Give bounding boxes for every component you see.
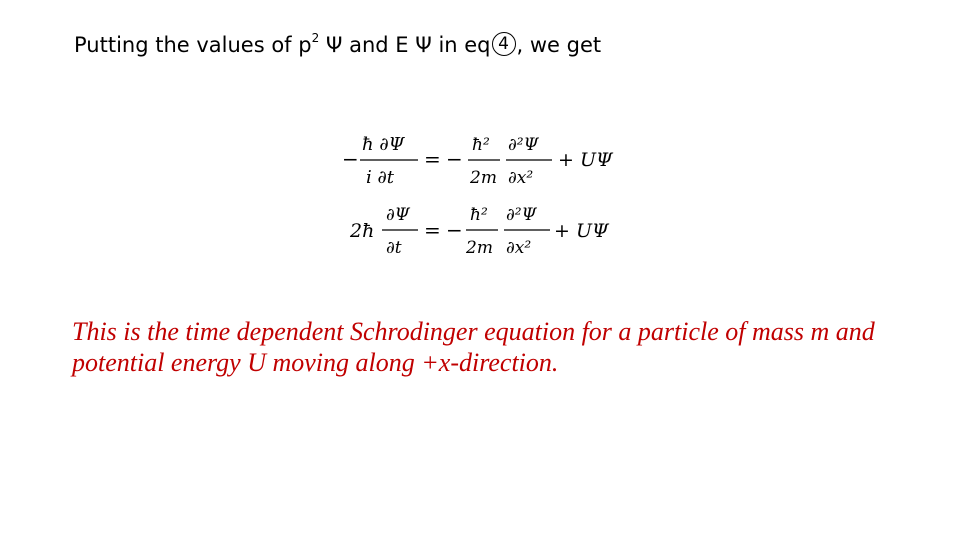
equation-2 — [349, 205, 610, 258]
eq2-rhs-numerator-a: ħ² — [470, 205, 488, 225]
eq1-leading-minus: − — [342, 147, 359, 171]
eq2-lhs-denominator: ∂t — [386, 238, 402, 258]
intro-text — [74, 33, 601, 58]
intro-superscript: 2 — [311, 31, 320, 45]
equation-1 — [342, 134, 614, 188]
intro-after: , we get — [516, 33, 602, 57]
eq2-rhs-minus: − — [446, 218, 463, 242]
eq1-rhs-denominator-b: ∂x² — [508, 168, 534, 188]
eq2-rhs-numerator-b: ∂²Ψ — [506, 205, 537, 225]
eq1-lhs-denominator: i ∂t — [366, 167, 395, 188]
eq1-rhs-numerator-a: ħ² — [472, 135, 490, 155]
eq2-lhs-coefficient: 2ħ — [350, 220, 375, 242]
eq2-rhs-denominator-b: ∂x² — [506, 238, 532, 258]
eq2-lhs-numerator: ∂Ψ — [386, 205, 410, 225]
conclusion-statement: This is the time dependent Schrodinger equation for a particle of mass m and potential energy U moving along +x-direction. — [72, 317, 875, 377]
eq2-tail: + UΨ — [554, 220, 609, 242]
eq2-equals: = — [424, 218, 441, 242]
intro-before: Putting the values of p — [74, 33, 312, 57]
eq1-tail: + UΨ — [558, 149, 613, 171]
eq1-lhs-numerator: ħ ∂Ψ — [362, 134, 405, 155]
intro-middle: Ψ and E Ψ in eq — [319, 33, 491, 57]
equations-block — [340, 128, 630, 263]
eq1-rhs-numerator-b: ∂²Ψ — [508, 135, 539, 155]
eq1-rhs-denominator-a: 2m — [470, 168, 497, 188]
eq2-rhs-denominator-a: 2m — [466, 238, 493, 258]
equation-ref-circled-number: 4 — [492, 32, 516, 56]
eq1-equals: = — [424, 147, 441, 171]
eq1-rhs-minus: − — [446, 147, 463, 171]
equations-svg — [340, 128, 630, 263]
